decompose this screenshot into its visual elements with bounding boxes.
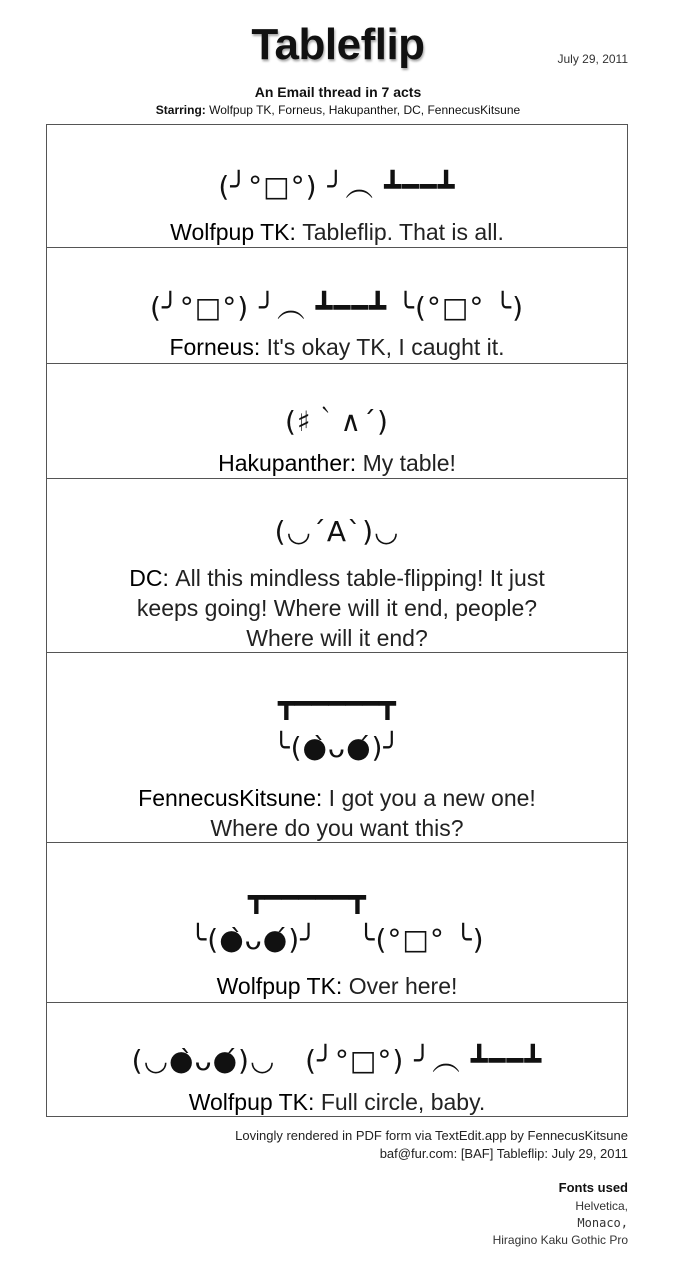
speaker-name: Forneus: [169,334,261,360]
speaker-name: Hakupanther: [218,450,357,476]
speaker-name: Wolfpup TK: [188,1089,315,1115]
dialogue-text: Full circle, baby. [320,1089,486,1115]
dialogue-text: My table! [362,450,456,476]
dialogue [77,217,597,247]
panel-act-6 [47,843,627,1003]
emote-table-held: ┳━━━━━┳ [247,881,366,914]
date-label: July 29, 2011 [557,52,628,66]
dialogue-text: Over here! [348,973,458,999]
emote-carrier: ╰(●̀ᴗ●́)╯ [272,731,402,764]
dialogue-text: Tableflip. That is all. [302,219,504,245]
speaker-name: DC: [129,565,169,591]
emote-table-held: ┳━━━━━┳ [277,687,396,720]
page-title: Tableflip [251,20,425,69]
comic-panels [46,124,628,1117]
dialogue [77,448,597,478]
speaker-name: Wolfpup TK: [170,219,296,245]
emote-full-circle: (◡●̀ᴗ●́)◡ (╯°□°) ╯︵ ┻━━┻ [131,1044,543,1077]
subtitle: An Email thread in 7 acts [254,84,422,100]
font-entry: Monaco, [577,1216,628,1230]
emote-handoff: ╰(●̀ᴗ●́)╯ ╰(°□° ╰) [189,923,485,956]
dialogue [107,563,567,653]
starring-label: Starring: [155,103,206,117]
fonts-list [493,1198,628,1249]
fonts-heading: Fonts used [558,1180,628,1195]
panel-act-3 [47,364,627,479]
speaker-name: Wolfpup TK: [216,973,343,999]
panel-act-1 [47,125,627,248]
speaker-name: FennecusKitsune: [138,785,323,811]
starring-names: Wolfpup TK, Forneus, Hakupanther, DC, FennecusKitsune [209,103,521,117]
font-entry: Hiragino Kaku Gothic Pro [492,1233,628,1247]
credit-line: Lovingly rendered in PDF form via TextEdit.app by FennecusKitsune [235,1128,628,1143]
dialogue-text: It's okay TK, I caught it. [266,334,505,360]
starring-line [0,103,676,117]
dialogue-text: I got you a new one! Where do you want this? [210,785,536,841]
panel-act-7 [47,1003,627,1118]
panel-act-4 [47,479,627,653]
dialogue [77,1087,597,1117]
panel-act-5 [47,653,627,843]
emote-catch: (╯°□°) ╯︵ ┻━━┻ ╰(°□° ╰) [149,291,525,324]
emote-tableflip: (╯°□°) ╯︵ ┻━━┻ [218,170,456,203]
font-entry: Helvetica, [575,1199,628,1213]
dialogue [77,971,597,1001]
source-line: baf@fur.com: [BAF] Tableflip: July 29, 2011 [379,1146,628,1161]
dialogue [77,332,597,362]
emote-angry: (♯｀∧´) [285,405,389,438]
panel-act-2 [47,248,627,364]
emote-shrug: (◡´A`)◡ [274,515,400,548]
dialogue-text: All this mindless table-flipping! It just keeps going! Where will it end, people? Where will it end? [136,565,545,651]
dialogue [107,783,567,843]
